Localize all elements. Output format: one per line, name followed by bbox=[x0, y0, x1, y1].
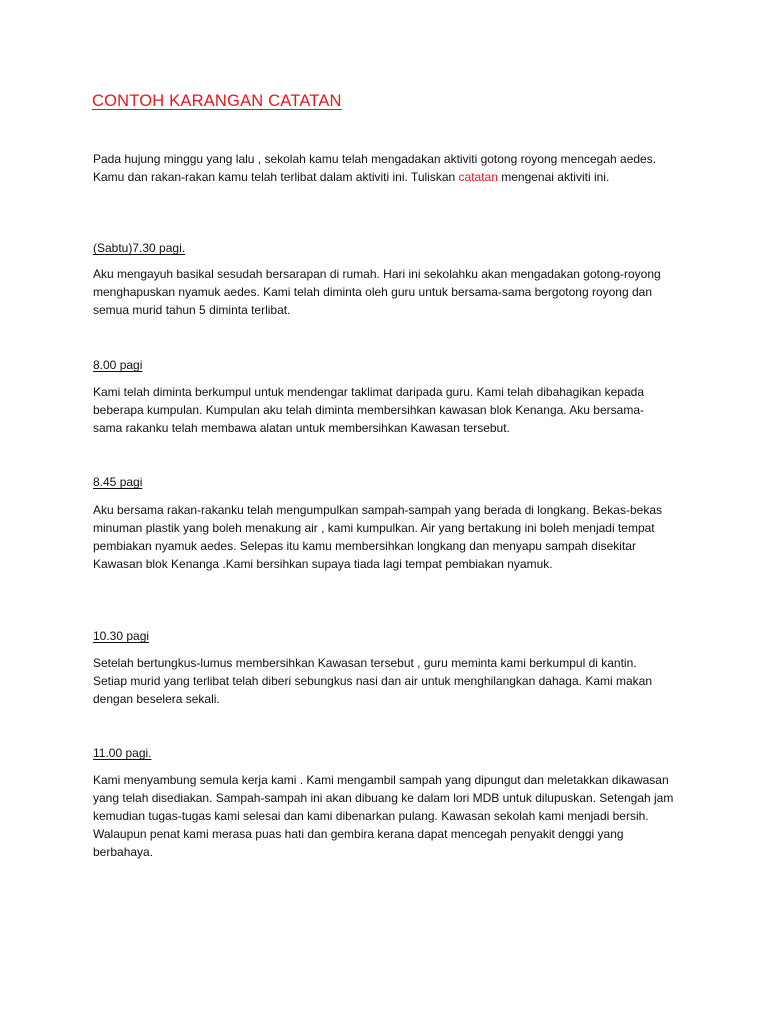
entry-time-2: 8.00 pagi bbox=[93, 358, 143, 372]
entry-time-1: (Sabtu)7.30 pagi. bbox=[93, 241, 186, 255]
entry-time-5: 11.00 pagi. bbox=[93, 746, 152, 760]
intro-text-before: Pada hujung minggu yang lalu , sekolah kamu telah mengadakan aktiviti gotong royong mencegah aedes. Kamu dan rakan-rakan kamu telah terlibat dalam aktiviti ini. Tuliskan bbox=[93, 152, 657, 184]
page-title: CONTOH KARANGAN CATATAN bbox=[92, 92, 342, 110]
intro-text-after: mengenai aktiviti ini. bbox=[497, 170, 610, 184]
entry-text-5: Kami menyambung semula kerja kami . Kami mengambil sampah yang dipungut dan meletakkan dikawasan yang telah disediakan. Sampah-sampah ini akan dibuang ke dalam lori MDB untuk dilupuskan. Setengah jam kemudian tugas-tugas kami selesai dan kami dibenarkan pulang. Kawasan sekolah kami menjadi bersih. Walaupun penat kami merasa puas hati dan gembira kerana dapat mencegah penyakit denggi yang berbahaya. bbox=[93, 773, 674, 859]
entry-text-3: Aku bersama rakan-rakanku telah mengumpulkan sampah-sampah yang berada di longkang. Bekas-bekas minuman plastik yang boleh menakung air , kami kumpulkan. Air yang bertakung ini boleh menjadi tempat pembiakan nyamuk aedes. Selepas itu kamu membersihkan longkang dan menyapu sampah disekitar Kawasan blok Kenanga .Kami bersihkan supaya tiada lagi tempat pembiakan nyamuk. bbox=[93, 503, 662, 571]
entry-text-2: Kami telah diminta berkumpul untuk mendengar taklimat daripada guru. Kami telah dibahagikan kepada beberapa kumpulan. Kumpulan aku telah diminta membersihkan kawasan blok Kenanga. Aku bersama-sama rakanku telah membawa alatan untuk membersihkan Kawasan tersebut. bbox=[93, 385, 644, 435]
entry-text-4: Setelah bertungkus-lumus membersihkan Kawasan tersebut , guru meminta kami berkumpul di kantin. Setiap murid yang terlibat telah diberi sebungkus nasi dan air untuk menghilangkan dahaga. Kami makan dengan beselera sekali. bbox=[93, 656, 653, 706]
intro-highlight-word: catatan bbox=[458, 170, 498, 184]
entry-time-4: 10.30 pagi bbox=[93, 629, 150, 643]
entry-time-3: 8.45 pagi bbox=[93, 475, 143, 489]
intro-paragraph bbox=[93, 150, 678, 186]
entry-text-1: Aku mengayuh basikal sesudah bersarapan di rumah. Hari ini sekolahku akan mengadakan gotong-royong menghapuskan nyamuk aedes. Kami telah diminta oleh guru untuk bersama-sama bergotong royong dan semua murid tahun 5 diminta terlibat. bbox=[93, 267, 661, 317]
